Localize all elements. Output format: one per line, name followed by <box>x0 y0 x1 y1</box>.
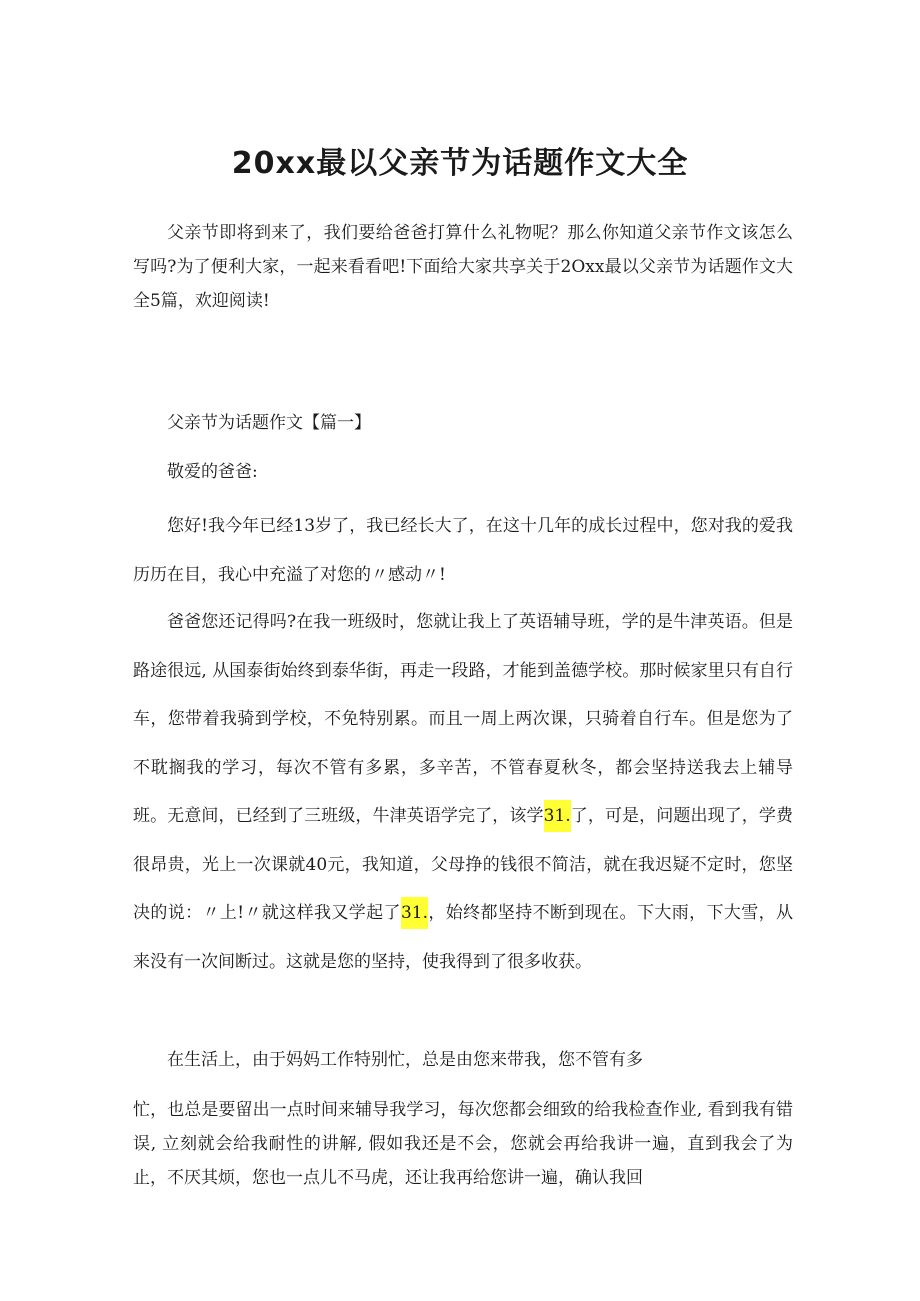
letter-paragraph-3-continued: 忙，也总是要留出一点时间来辅导我学习，每次您都会细致的给我检查作业, 看到我有错误, 立刻就会给我耐性的讲解, 假如我还是不会，您就会再给我讲一遍，直到我会了为止，不厌其烦，您也一点儿不马虎，还让我再给您讲一遍，确认我回 <box>133 1100 793 1188</box>
document-title: 20xx最以父亲节为话题作文大全 <box>231 146 689 181</box>
letter-paragraph-1: 您好!我今年已经13岁了，我已经长大了，在这十几年的成长过程中，您对我的爱我历历在目，我心中充溢了对您的〃感动〃! <box>133 516 793 585</box>
highlighted-number-2: 31. <box>401 897 428 929</box>
paragraph-2-text-a: 爸爸您还记得吗?在我一班级时，您就让我上了英语辅导班，学的是牛津英语。但是路途很远, 从国泰街始终到泰华街，再走一段路，才能到盖德学校。那时候家里只有自行车，您带着我骑到学校，不免特别累。而且一周上两次课，只骑着自行车。但是您为了不耽搁我的学习，每次不管有多累，多辛苦，不管春夏秋冬，都会坚持送我去上辅导班。无意间，已经到了三班级，牛津英语学完了，该学 <box>133 612 793 826</box>
letter-paragraph-2 <box>133 598 793 986</box>
paragraph-2-text-c: ，始终都坚持不断到现在。下大雨，下大雪，从来没有一次间断过。这就是您的坚持，使我得到了很多收获。 <box>133 903 793 972</box>
salutation: 敬爱的爸爸: <box>167 462 258 482</box>
highlighted-number-1: 31. <box>544 800 571 832</box>
intro-paragraph: 父亲节即将到来了，我们要给爸爸打算什么礼物呢？那么你知道父亲节作文该怎么写吗?为了便利大家，一起来看看吧!下面给大家共享关于2Oxx最以父亲节为话题作文大全5篇，欢迎阅读! <box>133 223 793 311</box>
paragraph-2-text-b: 了，可是，问题出现了，学费很昂贵，光上一次课就40元，我知道，父母挣的钱很不简洁，就在我迟疑不定时，您坚决的说：〃上!〃就这样我又学起了 <box>133 806 794 923</box>
section-heading: 父亲节为话题作文【篇一】 <box>167 413 371 433</box>
letter-paragraph-3-first-line: 在生活上，由于妈妈工作特别忙，总是由您来带我，您不管有多 <box>167 1050 643 1070</box>
